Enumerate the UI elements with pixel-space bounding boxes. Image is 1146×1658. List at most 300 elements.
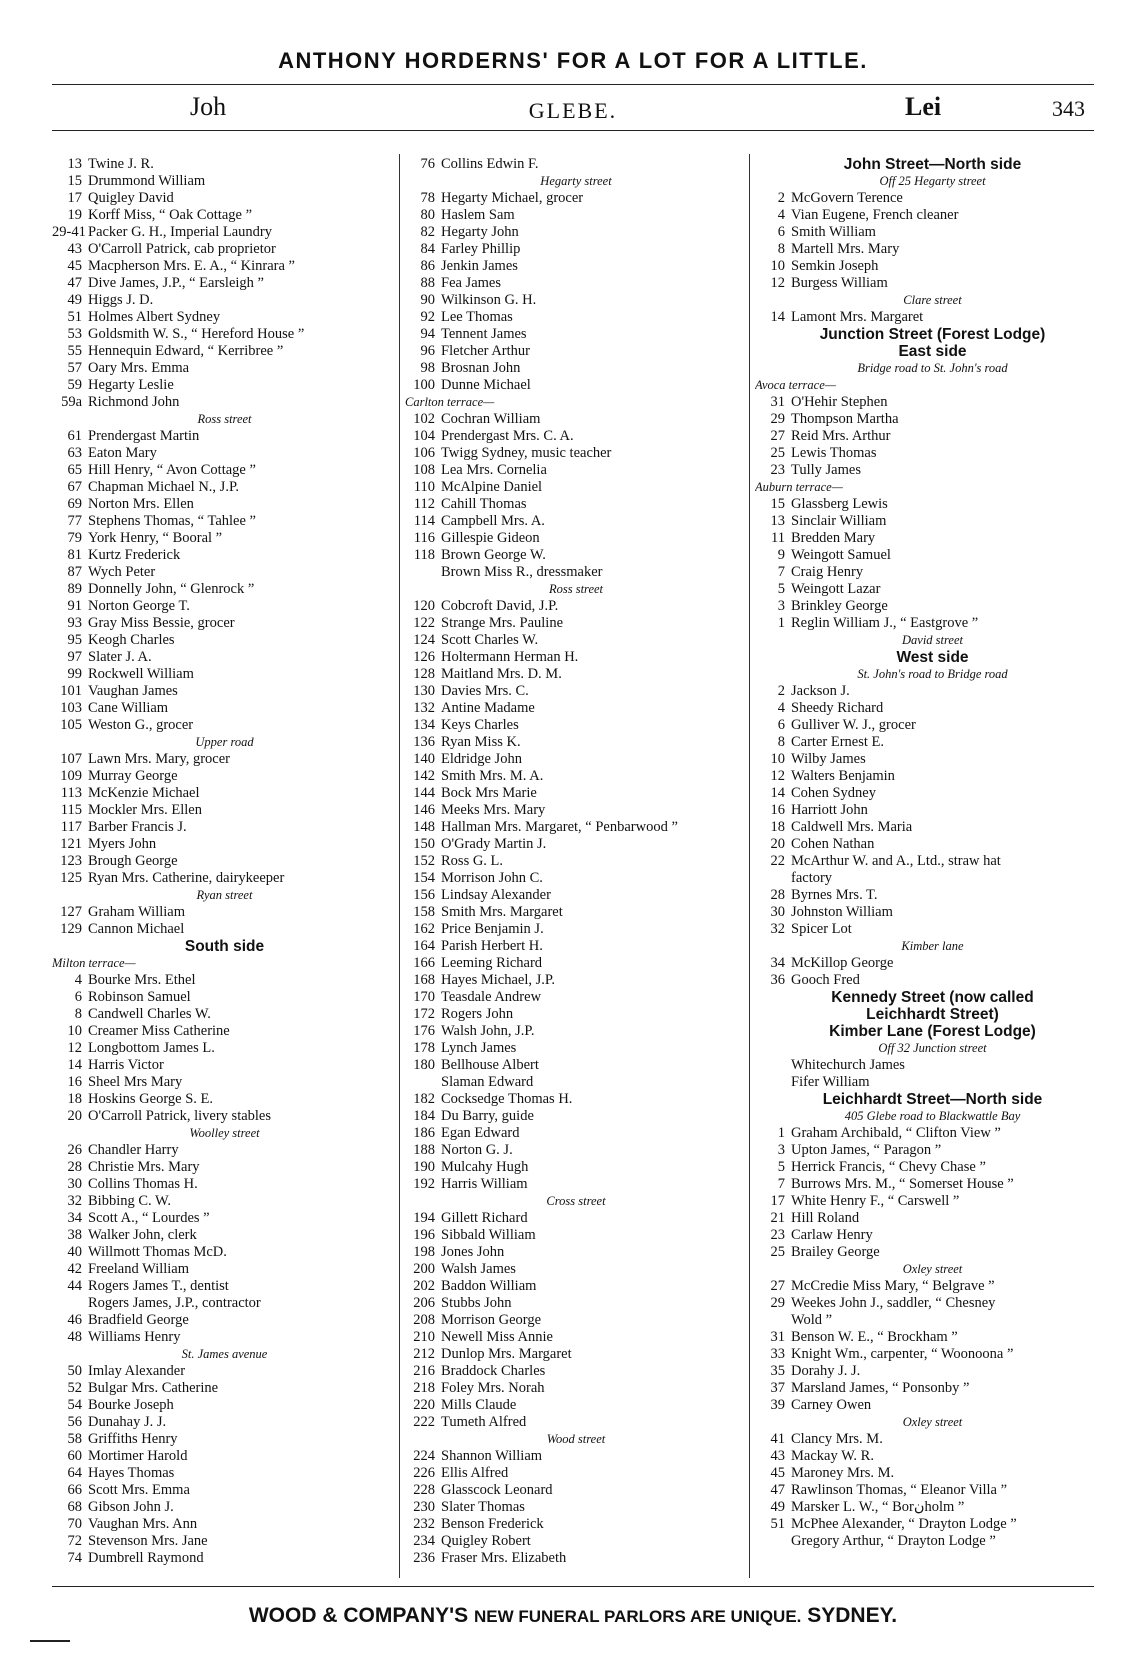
directory-entry bbox=[405, 768, 747, 785]
entry-name: Stubbs John bbox=[441, 1295, 512, 1311]
directory-entry bbox=[405, 1346, 747, 1363]
entry-name: Brown Miss R., dressmaker bbox=[441, 564, 603, 580]
entry-name: O'Carroll Patrick, livery stables bbox=[88, 1108, 272, 1124]
entry-name: Cobcroft David, J.P. bbox=[441, 598, 559, 614]
directory-entry bbox=[405, 1006, 747, 1023]
entry-name: Murray George bbox=[88, 768, 178, 784]
entry-name: Meeks Mrs. Mary bbox=[441, 802, 546, 818]
directory-entry bbox=[52, 700, 397, 717]
street-label: Oxley street bbox=[902, 1415, 963, 1429]
directory-entry bbox=[405, 1397, 747, 1414]
entry-name: Donnelly John, “ Glenrock ” bbox=[88, 581, 255, 597]
entry-name: Rogers James T., dentist bbox=[88, 1278, 229, 1294]
house-number: 41 bbox=[770, 1431, 785, 1447]
house-number: 69 bbox=[67, 496, 82, 512]
directory-entry bbox=[405, 1023, 747, 1040]
directory-entry bbox=[405, 683, 747, 700]
directory-entry bbox=[755, 1159, 1110, 1176]
entry-name: Lindsay Alexander bbox=[441, 887, 551, 903]
house-number: 236 bbox=[413, 1550, 435, 1566]
directory-entry bbox=[405, 1499, 747, 1516]
house-number: 64 bbox=[67, 1465, 82, 1481]
section-heading: Leichhardt Street) bbox=[866, 1006, 999, 1023]
entry-name: Brough George bbox=[88, 853, 178, 869]
entry-name: Brosnan John bbox=[441, 360, 521, 376]
directory-entry bbox=[755, 717, 1110, 734]
house-number: 134 bbox=[413, 717, 435, 733]
directory-entry bbox=[405, 615, 747, 632]
house-number: 108 bbox=[413, 462, 435, 478]
entry-name: Lewis Thomas bbox=[791, 445, 877, 461]
directory-entry bbox=[52, 1244, 397, 1261]
house-number: 28 bbox=[770, 887, 785, 903]
entry-name: Slater J. A. bbox=[88, 649, 152, 665]
page-number: 343 bbox=[1052, 96, 1085, 121]
directory-entry bbox=[52, 853, 397, 870]
house-number: 164 bbox=[413, 938, 435, 954]
entry-name: Spicer Lot bbox=[791, 921, 852, 937]
directory-entry bbox=[52, 428, 397, 445]
entry-name: Walsh James bbox=[441, 1261, 516, 1277]
entry-name: Bourke Mrs. Ethel bbox=[88, 972, 196, 988]
street-label: Woolley street bbox=[189, 1126, 260, 1140]
directory-entry bbox=[405, 411, 747, 428]
entry-name: Harris Victor bbox=[88, 1057, 164, 1073]
directory-entry bbox=[405, 717, 747, 734]
house-number: 12 bbox=[770, 768, 785, 784]
house-number: 45 bbox=[770, 1465, 785, 1481]
directory-entry bbox=[405, 224, 747, 241]
directory-entry bbox=[755, 1193, 1110, 1210]
directory-entry bbox=[52, 224, 397, 241]
header-rule bbox=[52, 130, 1094, 131]
house-number: 39 bbox=[770, 1397, 785, 1413]
directory-entry bbox=[755, 1329, 1110, 1346]
entry-name: Gillett Richard bbox=[441, 1210, 528, 1226]
directory-entry bbox=[52, 1227, 397, 1244]
house-number: 50 bbox=[67, 1363, 82, 1379]
house-number: 121 bbox=[60, 836, 82, 852]
entry-name: Dunlop Mrs. Margaret bbox=[441, 1346, 572, 1362]
house-number: 34 bbox=[67, 1210, 82, 1226]
street-label: Oxley street bbox=[902, 1262, 963, 1276]
entry-name: Jones John bbox=[441, 1244, 505, 1260]
house-number: 210 bbox=[413, 1329, 435, 1345]
entry-name: Rawlinson Thomas, “ Eleanor Villa ” bbox=[791, 1482, 1008, 1498]
entry-name: Lynch James bbox=[441, 1040, 517, 1056]
entry-name: McPhee Alexander, “ Drayton Lodge ” bbox=[791, 1516, 1017, 1532]
entry-name: Norton Mrs. Ellen bbox=[88, 496, 194, 512]
house-number: 22 bbox=[770, 853, 785, 869]
entry-name: Campbell Mrs. A. bbox=[441, 513, 545, 529]
entry-name: Newell Miss Annie bbox=[441, 1329, 553, 1345]
entry-name: McArthur W. and A., Ltd., straw hat bbox=[791, 853, 1001, 869]
directory-entry bbox=[405, 1244, 747, 1261]
directory-entry bbox=[405, 1295, 747, 1312]
house-number: 17 bbox=[770, 1193, 785, 1209]
house-number: 49 bbox=[67, 292, 82, 308]
directory-entry bbox=[405, 292, 747, 309]
directory-entry bbox=[405, 1516, 747, 1533]
directory-entry bbox=[52, 207, 397, 224]
entry-name: Eaton Mary bbox=[88, 445, 157, 461]
header-left-keyword: Joh bbox=[190, 92, 227, 121]
house-number: 70 bbox=[67, 1516, 82, 1532]
directory-entry bbox=[405, 1040, 747, 1057]
house-number: 77 bbox=[67, 513, 82, 529]
street-label: Bridge road to St. John's road bbox=[857, 361, 1008, 375]
house-number: 162 bbox=[413, 921, 435, 937]
entry-name: Cocksedge Thomas H. bbox=[441, 1091, 573, 1107]
directory-entry bbox=[52, 1210, 397, 1227]
house-number: 176 bbox=[413, 1023, 435, 1039]
directory-entry bbox=[52, 989, 397, 1006]
entry-name: Cahill Thomas bbox=[441, 496, 527, 512]
directory-entry bbox=[405, 785, 747, 802]
directory-entry bbox=[755, 1533, 1110, 1550]
directory-entry bbox=[405, 1448, 747, 1465]
section-heading: Kennedy Street (now called bbox=[831, 989, 1034, 1006]
entry-name: Hill Henry, “ Avon Cottage ” bbox=[88, 462, 256, 478]
directory-entry bbox=[52, 921, 397, 938]
house-number: 99 bbox=[67, 666, 82, 682]
directory-entry bbox=[52, 530, 397, 547]
house-number: 101 bbox=[60, 683, 82, 699]
entry-name: Morrison John C. bbox=[441, 870, 543, 886]
directory-entry bbox=[52, 190, 397, 207]
house-number: 7 bbox=[777, 564, 785, 580]
entry-name: Fea James bbox=[441, 275, 501, 291]
entry-name: Glasscock Leonard bbox=[441, 1482, 553, 1498]
directory-entry bbox=[405, 1227, 747, 1244]
entry-name: Barber Francis J. bbox=[88, 819, 187, 835]
entry-name: Mackay W. R. bbox=[791, 1448, 874, 1464]
entry-name: Cochran William bbox=[441, 411, 541, 427]
house-number: 25 bbox=[770, 445, 785, 461]
entry-name: Price Benjamin J. bbox=[441, 921, 544, 937]
entry-name: Antine Madame bbox=[441, 700, 535, 716]
entry-name: Candwell Charles W. bbox=[88, 1006, 211, 1022]
house-number: 49 bbox=[770, 1499, 785, 1515]
house-number: 47 bbox=[67, 275, 82, 291]
house-number: 3 bbox=[777, 598, 785, 614]
house-number: 68 bbox=[67, 1499, 82, 1515]
directory-entry bbox=[405, 1533, 747, 1550]
house-number: 18 bbox=[770, 819, 785, 835]
directory-entry bbox=[52, 343, 397, 360]
entry-name: Morrison George bbox=[441, 1312, 542, 1328]
directory-entry bbox=[405, 360, 747, 377]
directory-entry bbox=[755, 428, 1110, 445]
directory-column-3 bbox=[755, 156, 1110, 1550]
house-number: 130 bbox=[413, 683, 435, 699]
entry-name: Reid Mrs. Arthur bbox=[791, 428, 891, 444]
house-number: 86 bbox=[420, 258, 435, 274]
house-number: 168 bbox=[413, 972, 435, 988]
entry-name: Richmond John bbox=[88, 394, 180, 410]
entry-name: Quigley Robert bbox=[441, 1533, 531, 1549]
directory-entry bbox=[52, 1550, 397, 1567]
house-number: 30 bbox=[67, 1176, 82, 1192]
entry-name: Kurtz Frederick bbox=[88, 547, 181, 563]
directory-entry bbox=[755, 309, 1110, 326]
entry-name: Egan Edward bbox=[441, 1125, 520, 1141]
entry-name: Burrows Mrs. M., “ Somerset House ” bbox=[791, 1176, 1014, 1192]
directory-entry bbox=[52, 275, 397, 292]
entry-name: Dumbrell Raymond bbox=[88, 1550, 204, 1566]
directory-entry bbox=[405, 1329, 747, 1346]
entry-name: Prendergast Mrs. C. A. bbox=[441, 428, 574, 444]
entry-name: Wold ” bbox=[791, 1312, 833, 1328]
directory-entry bbox=[52, 496, 397, 513]
entry-name: Dunne Michael bbox=[441, 377, 531, 393]
directory-entry bbox=[755, 530, 1110, 547]
directory-entry bbox=[755, 513, 1110, 530]
entry-name: Rockwell William bbox=[88, 666, 194, 682]
house-number: 32 bbox=[67, 1193, 82, 1209]
entry-name: Sheedy Richard bbox=[791, 700, 884, 716]
directory-entry bbox=[405, 564, 747, 581]
directory-entry bbox=[405, 445, 747, 462]
house-number: 1 bbox=[777, 615, 785, 631]
house-number: 6 bbox=[777, 224, 785, 240]
house-number: 36 bbox=[770, 972, 785, 988]
directory-entry bbox=[755, 751, 1110, 768]
directory-entry bbox=[405, 1142, 747, 1159]
entry-name: Whitechurch James bbox=[791, 1057, 905, 1073]
directory-entry bbox=[52, 598, 397, 615]
entry-name: Craig Henry bbox=[791, 564, 864, 580]
entry-name: Reglin William J., “ Eastgrove ” bbox=[791, 615, 979, 631]
entry-name: Hallman Mrs. Margaret, “ Penbarwood ” bbox=[441, 819, 678, 835]
entry-name: Collins Edwin F. bbox=[441, 156, 539, 172]
entry-name: Hegarty Michael, grocer bbox=[441, 190, 584, 206]
section-heading: Kimber Lane (Forest Lodge) bbox=[829, 1023, 1036, 1040]
entry-name: Keogh Charles bbox=[88, 632, 175, 648]
entry-name: Farley Phillip bbox=[441, 241, 521, 257]
house-number: 144 bbox=[413, 785, 435, 801]
directory-entry bbox=[52, 1057, 397, 1074]
house-number: 2 bbox=[777, 190, 785, 206]
house-number: 31 bbox=[770, 394, 785, 410]
directory-entry bbox=[755, 1244, 1110, 1261]
house-number: 7 bbox=[777, 1176, 785, 1192]
entry-name: Jackson J. bbox=[791, 683, 850, 699]
corner-mark bbox=[30, 1640, 70, 1642]
house-number: 206 bbox=[413, 1295, 435, 1311]
house-number: 154 bbox=[413, 870, 435, 886]
house-number: 27 bbox=[770, 1278, 785, 1294]
house-number: 126 bbox=[413, 649, 435, 665]
directory-entry bbox=[405, 904, 747, 921]
directory-entry bbox=[52, 581, 397, 598]
house-number: 8 bbox=[777, 241, 785, 257]
directory-entry bbox=[405, 1074, 747, 1091]
house-number: 96 bbox=[420, 343, 435, 359]
directory-entry bbox=[52, 666, 397, 683]
entry-name: Weingott Lazar bbox=[791, 581, 881, 597]
bottom-banner-city: SYDNEY. bbox=[807, 1604, 898, 1627]
directory-entry bbox=[52, 462, 397, 479]
directory-entry bbox=[755, 921, 1110, 938]
directory-entry bbox=[755, 1397, 1110, 1414]
directory-entry bbox=[405, 1210, 747, 1227]
directory-entry bbox=[52, 564, 397, 581]
entry-name: Hegarty John bbox=[441, 224, 519, 240]
house-number: 23 bbox=[770, 1227, 785, 1243]
house-number: 74 bbox=[67, 1550, 82, 1566]
directory-entry bbox=[755, 1057, 1110, 1074]
directory-entry bbox=[52, 1363, 397, 1380]
entry-name: Teasdale Andrew bbox=[441, 989, 542, 1005]
directory-entry bbox=[52, 615, 397, 632]
house-number: 180 bbox=[413, 1057, 435, 1073]
entry-name: Quigley David bbox=[88, 190, 174, 206]
entry-name: factory bbox=[791, 870, 833, 886]
directory-entry bbox=[405, 751, 747, 768]
entry-name: White Henry F., “ Carswell ” bbox=[791, 1193, 960, 1209]
directory-entry bbox=[52, 1074, 397, 1091]
directory-entry bbox=[405, 496, 747, 513]
directory-entry bbox=[755, 462, 1110, 479]
entry-name: Shannon William bbox=[441, 1448, 543, 1464]
directory-entry bbox=[52, 1516, 397, 1533]
directory-entry bbox=[755, 394, 1110, 411]
entry-name: Ellis Alfred bbox=[441, 1465, 509, 1481]
directory-entry bbox=[755, 445, 1110, 462]
entry-name: Lawn Mrs. Mary, grocer bbox=[88, 751, 230, 767]
entry-name: Holtermann Herman H. bbox=[441, 649, 579, 665]
entry-name: Hegarty Leslie bbox=[88, 377, 174, 393]
house-number: 51 bbox=[67, 309, 82, 325]
house-number: 6 bbox=[74, 989, 82, 1005]
house-number: 21 bbox=[770, 1210, 785, 1226]
directory-entry bbox=[405, 853, 747, 870]
directory-entry bbox=[405, 1380, 747, 1397]
entry-name: Maroney Mrs. M. bbox=[791, 1465, 895, 1481]
directory-entry bbox=[52, 1295, 397, 1312]
street-label: Upper road bbox=[195, 735, 254, 749]
directory-entry bbox=[52, 1159, 397, 1176]
house-number: 61 bbox=[67, 428, 82, 444]
directory-entry bbox=[405, 1550, 747, 1567]
entry-name: Smith William bbox=[791, 224, 876, 240]
directory-entry bbox=[52, 377, 397, 394]
entry-name: Parish Herbert H. bbox=[441, 938, 543, 954]
entry-name: Upton James, “ Paragon ” bbox=[791, 1142, 942, 1158]
directory-entry bbox=[405, 887, 747, 904]
directory-entry bbox=[52, 1040, 397, 1057]
house-number: 28 bbox=[67, 1159, 82, 1175]
entry-name: Walters Benjamin bbox=[791, 768, 895, 784]
directory-entry bbox=[755, 1227, 1110, 1244]
entry-name: Marsland James, “ Ponsonby ” bbox=[791, 1380, 970, 1396]
house-number: 146 bbox=[413, 802, 435, 818]
entry-name: Weekes John J., saddler, “ Chesney bbox=[791, 1295, 996, 1311]
entry-name: Walsh John, J.P. bbox=[441, 1023, 535, 1039]
house-number: 110 bbox=[413, 479, 435, 495]
house-number: 88 bbox=[420, 275, 435, 291]
entry-name: Norton George T. bbox=[88, 598, 190, 614]
entry-name: Cane William bbox=[88, 700, 169, 716]
house-number: 1 bbox=[777, 1125, 785, 1141]
directory-entry bbox=[755, 496, 1110, 513]
section-heading: East side bbox=[898, 343, 967, 360]
house-number: 196 bbox=[413, 1227, 435, 1243]
entry-name: Ryan Mrs. Catherine, dairykeeper bbox=[88, 870, 285, 886]
top-rule bbox=[52, 84, 1094, 85]
directory-entry bbox=[52, 1023, 397, 1040]
house-number: 132 bbox=[413, 700, 435, 716]
directory-entry bbox=[755, 1499, 1110, 1516]
bottom-banner-slogan: NEW FUNERAL PARLORS ARE UNIQUE. bbox=[473, 1607, 802, 1626]
entry-name: Holmes Albert Sydney bbox=[88, 309, 221, 325]
directory-entry bbox=[405, 1159, 747, 1176]
entry-name: Gray Miss Bessie, grocer bbox=[88, 615, 235, 631]
directory-entry bbox=[755, 547, 1110, 564]
directory-entry bbox=[405, 1482, 747, 1499]
house-number: 190 bbox=[413, 1159, 435, 1175]
directory-entry bbox=[405, 343, 747, 360]
directory-entry bbox=[755, 870, 1110, 887]
house-number: 20 bbox=[67, 1108, 82, 1124]
directory-entry bbox=[52, 309, 397, 326]
directory-entry bbox=[755, 1482, 1110, 1499]
street-label: Ross street bbox=[548, 582, 604, 596]
entry-name: Stevenson Mrs. Jane bbox=[88, 1533, 208, 1549]
bottom-rule bbox=[52, 1586, 1094, 1587]
street-label: Kimber lane bbox=[901, 939, 964, 953]
entry-name: Davies Mrs. C. bbox=[441, 683, 529, 699]
street-label: Ryan street bbox=[196, 888, 253, 902]
entry-name: Gooch Fred bbox=[791, 972, 860, 988]
directory-entry bbox=[52, 241, 397, 258]
entry-name: Dorahy J. J. bbox=[791, 1363, 861, 1379]
directory-entry bbox=[755, 972, 1110, 989]
house-number: 5 bbox=[777, 1159, 785, 1175]
house-number: 192 bbox=[413, 1176, 435, 1192]
house-number: 53 bbox=[67, 326, 82, 342]
directory-entry bbox=[405, 428, 747, 445]
house-number: 12 bbox=[67, 1040, 82, 1056]
directory-entry bbox=[755, 734, 1110, 751]
header-right-keyword: Lei bbox=[905, 92, 942, 121]
directory-entry bbox=[755, 1210, 1110, 1227]
entry-name: Robinson Samuel bbox=[88, 989, 191, 1005]
house-number: 23 bbox=[770, 462, 785, 478]
street-label: St. James avenue bbox=[181, 1347, 268, 1361]
house-number: 220 bbox=[413, 1397, 435, 1413]
directory-entry bbox=[52, 1482, 397, 1499]
house-number: 113 bbox=[60, 785, 82, 801]
house-number: 148 bbox=[413, 819, 435, 835]
house-number: 35 bbox=[770, 1363, 785, 1379]
house-number: 30 bbox=[770, 904, 785, 920]
directory-entry bbox=[405, 955, 747, 972]
directory-entry bbox=[52, 1448, 397, 1465]
entry-name: Willmott Thomas McD. bbox=[88, 1244, 227, 1260]
entry-name: Smith Mrs. M. A. bbox=[441, 768, 544, 784]
entry-name: Ross G. L. bbox=[441, 853, 504, 869]
directory-entry bbox=[405, 1261, 747, 1278]
entry-name: Hill Roland bbox=[791, 1210, 860, 1226]
house-number: 87 bbox=[67, 564, 82, 580]
house-number: 212 bbox=[413, 1346, 435, 1362]
house-number: 114 bbox=[413, 513, 435, 529]
directory-entry bbox=[405, 921, 747, 938]
entry-name: Hoskins George S. E. bbox=[88, 1091, 213, 1107]
entry-name: Dunahay J. J. bbox=[88, 1414, 167, 1430]
